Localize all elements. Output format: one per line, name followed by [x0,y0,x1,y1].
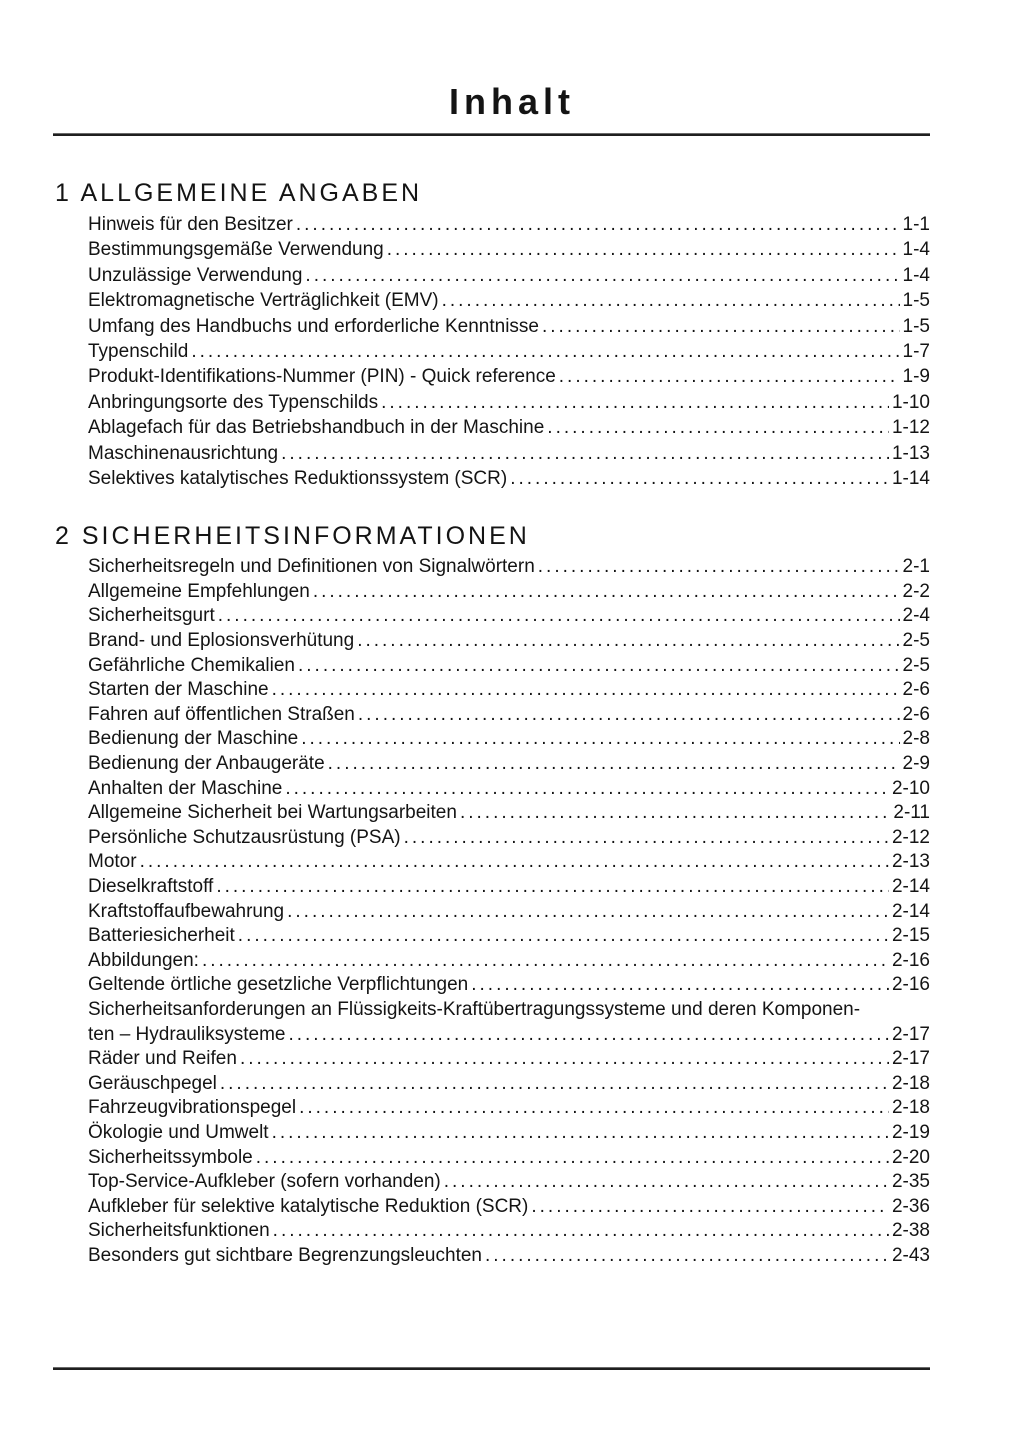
entry-page-number: 2-35 [891,1171,930,1193]
entry-page-number: 2-10 [891,777,930,799]
dot-leader [559,364,900,389]
dot-leader [240,1047,889,1072]
dot-leader [140,850,889,875]
section-title: SICHERHEITSINFORMATIONEN [81,522,530,551]
dot-leader [460,801,890,826]
entry-page-number: 2-5 [902,630,930,652]
dot-leader [272,1121,889,1146]
entry-page-number: 2-5 [902,654,930,676]
dot-leader [202,949,889,974]
toc-entry [88,212,930,237]
entry-label: Geltende örtliche gesetzliche Verpflichtungen [88,974,469,996]
dot-leader [298,654,900,679]
toc-entry [88,1195,930,1220]
toc-entry [88,1096,930,1121]
entry-page-number: 2-15 [891,925,930,947]
toc-entry [88,727,930,752]
toc-entry [88,801,930,826]
toc-entry [88,949,930,974]
section-title: ALLGEMEINE ANGABEN [80,179,423,207]
entry-label: Kraftstoffaufbewahrung [88,900,285,922]
entry-label: Dieselkraftstoff [88,876,214,898]
entry-page-number: 2-8 [902,728,930,750]
dot-leader [404,826,889,851]
entry-label: Anbringungsorte des Typenschilds [88,391,379,413]
toc-entry [88,263,930,288]
dot-leader [328,752,900,777]
entry-label: Allgemeine Sicherheit bei Wartungsarbeiten [88,802,457,824]
entry-label: Sicherheitsfunktionen [88,1220,270,1242]
dot-leader [296,212,900,237]
entry-page-number: 2-14 [891,900,930,922]
entry-label: Fahren auf öffentlichen Straßen [88,703,355,725]
entry-page-number: 2-16 [891,974,930,996]
toc-section [55,521,930,1268]
entry-label: Geräuschpegel [88,1072,217,1094]
entry-page-number: 2-13 [891,851,930,873]
toc-entry [88,1072,930,1097]
toc-entry [88,415,930,440]
toc-entry [88,314,930,339]
entry-label: Unzulässige Verwendung [88,264,303,286]
entry-page-number: 2-6 [902,679,930,701]
dot-leader [287,900,889,925]
entry-label: ten – Hydrauliksysteme [88,1023,286,1045]
entry-label: Elektromagnetische Verträglichkeit (EMV) [88,290,439,312]
toc-entry [88,998,930,1023]
entry-page-number: 1-13 [891,442,930,464]
toc-entry [88,1023,930,1048]
toc-entry [88,390,930,415]
section-number: 2 [55,522,72,551]
entry-label: Hinweis für den Besitzer [88,214,293,235]
section-heading [55,521,930,551]
entry-label: Gefährliche Chemikalien [88,654,295,676]
section-entries [88,555,930,1268]
dot-leader [272,678,900,703]
dot-leader [305,263,899,288]
entry-label: Persönliche Schutzausrüstung (PSA) [88,826,401,848]
entry-page-number: 2-11 [893,802,930,824]
entry-label: Ökologie und Umwelt [88,1121,269,1143]
dot-leader [444,1170,889,1195]
entry-label: Ablagefach für das Betriebshandbuch in der Maschine [88,417,545,439]
dot-leader [216,875,889,900]
entry-label: Anhalten der Maschine [88,777,283,799]
dot-leader [531,1195,889,1220]
entry-label: Fahrzeugvibrationspegel [88,1097,297,1119]
entry-page-number: 1-12 [891,417,930,439]
toc-entry [88,1219,930,1244]
dot-leader [256,1146,889,1171]
dot-leader [299,1096,889,1121]
toc-entry [88,826,930,851]
dot-leader [547,415,889,440]
dot-leader [485,1244,889,1269]
entry-label: Räder und Reifen [88,1048,237,1070]
toc-entry [88,678,930,703]
entry-page-number: 2-16 [891,949,930,971]
entry-page-number: 2-12 [891,826,930,848]
toc-entry [88,555,930,580]
toc-entry [88,654,930,679]
entry-label: Sicherheitsregeln und Definitionen von Signalwörtern [88,556,535,578]
dot-leader [538,555,900,580]
entry-page-number: 1-9 [902,366,930,388]
entry-label: Bestimmungsgemäße Verwendung [88,239,384,261]
toc-entry [88,580,930,605]
toc-entry [88,1047,930,1072]
entry-label: Sicherheitsgurt [88,605,215,627]
dot-leader [542,314,900,339]
entry-label: Batteriesicherheit [88,925,235,947]
toc-entry [88,1121,930,1146]
toc-entry [88,875,930,900]
entry-label: Aufkleber für selektive katalytische Reduktion (SCR) [88,1195,529,1217]
entry-page-number: 2-17 [891,1023,930,1045]
entry-page-number: 2-1 [902,556,930,578]
entry-page-number: 2-6 [902,703,930,725]
toc-sections [55,178,930,1269]
toc-entry [88,777,930,802]
page-title: Inhalt [449,81,575,122]
entry-page-number: 2-2 [902,580,930,602]
section-entries [88,212,930,491]
toc-entry [88,1146,930,1171]
title-rule [53,133,930,136]
entry-label: Starten der Maschine [88,679,269,701]
entry-page-number: 2-17 [891,1048,930,1070]
dot-leader [220,1072,889,1097]
entry-label: Allgemeine Empfehlungen [88,580,310,602]
entry-label: Sicherheitsanforderungen an Flüssigkeits-Kraftübertragungssysteme und deren Komponen- [88,998,861,1020]
toc-entry [88,237,930,262]
toc-entry [88,364,930,389]
footer-rule [53,1367,930,1370]
toc-entry [88,288,930,313]
dot-leader [313,580,900,605]
entry-page-number: 1-5 [902,290,930,312]
toc-entry [88,441,930,466]
entry-label: Motor [88,851,137,873]
toc-entry [88,850,930,875]
dot-leader [273,1219,889,1244]
entry-page-number: 2-14 [891,876,930,898]
toc-entry [88,703,930,728]
dot-leader [238,924,889,949]
entry-page-number: 1-7 [902,340,930,362]
dot-leader [510,466,889,491]
toc-entry [88,604,930,629]
entry-page-number: 1-1 [902,214,930,235]
entry-label: Sicherheitssymbole [88,1146,253,1168]
dot-leader [381,390,889,415]
dot-leader [301,727,899,752]
entry-page-number: 1-5 [902,315,930,337]
entry-label: Brand- und Eplosionsverhütung [88,630,355,652]
dot-leader [358,703,900,728]
toc-entry [88,466,930,491]
toc-entry [88,924,930,949]
dot-leader [442,288,900,313]
entry-label: Typenschild [88,340,189,362]
toc-entry [88,1170,930,1195]
dot-leader [471,973,889,998]
dot-leader [218,604,900,629]
entry-page-number: 2-19 [891,1121,930,1143]
entry-label: Umfang des Handbuchs und erforderliche Kenntnisse [88,315,539,337]
toc-entry [88,973,930,998]
entry-page-number: 2-9 [902,753,930,775]
toc-entry [88,752,930,777]
entry-page-number: 2-18 [891,1097,930,1119]
dot-leader [357,629,899,654]
entry-page-number: 2-20 [891,1146,930,1168]
dot-leader [288,1023,889,1048]
entry-page-number: 2-38 [891,1220,930,1242]
entry-label: Abbildungen: [88,949,199,971]
entry-page-number: 1-14 [891,467,930,489]
entry-page-number: 1-10 [891,391,930,413]
entry-page-number: 2-4 [902,605,930,627]
toc-entry [88,629,930,654]
dot-leader [281,441,889,466]
dot-leader [387,237,900,262]
entry-label: Produkt-Identifikations-Nummer (PIN) - Quick reference [88,366,556,388]
dot-leader [285,777,889,802]
toc-entry [88,900,930,925]
entry-label: Top-Service-Aufkleber (sofern vorhanden) [88,1171,441,1193]
toc-entry [88,339,930,364]
entry-label: Besonders gut sichtbare Begrenzungsleuchten [88,1244,482,1266]
entry-label: Maschinenausrichtung [88,442,279,464]
entry-page-number: 1-4 [902,239,930,261]
entry-label: Bedienung der Anbaugeräte [88,753,325,775]
section-number: 1 [55,179,72,207]
entry-label: Selektives katalytisches Reduktionssystem (SCR) [88,467,508,489]
entry-page-number: 2-36 [891,1195,930,1217]
toc-entry [88,1244,930,1269]
dot-leader [191,339,899,364]
section-heading [55,178,930,208]
toc-section [55,178,930,491]
entry-page-number: 2-43 [891,1244,930,1266]
entry-page-number: 2-18 [891,1072,930,1094]
entry-page-number: 1-4 [902,264,930,286]
entry-label: Bedienung der Maschine [88,728,299,750]
